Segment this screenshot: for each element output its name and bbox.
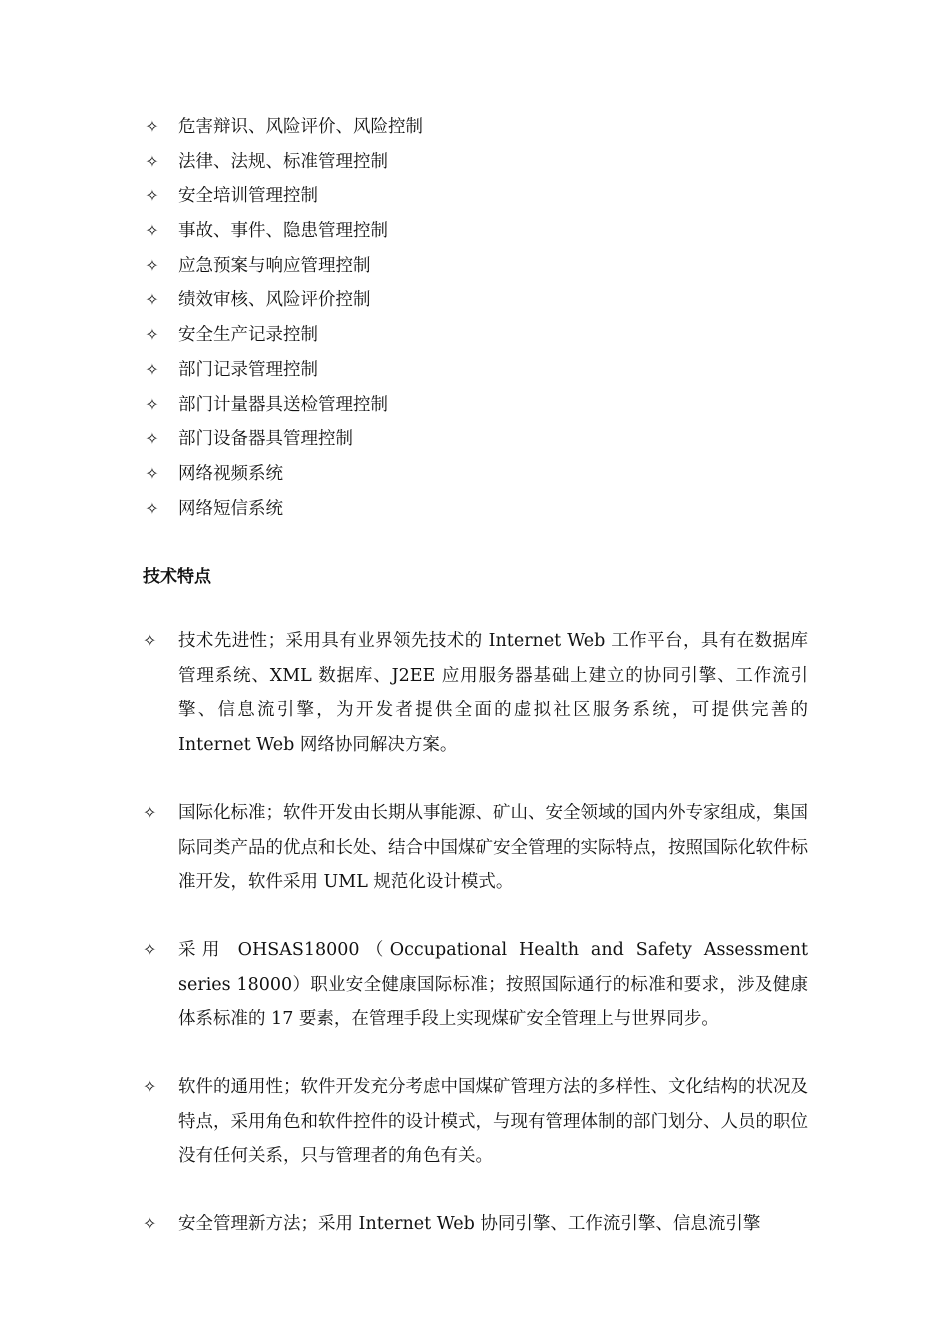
list-item	[143, 214, 823, 249]
function-list	[143, 110, 823, 526]
list-item-text: 安全生产记录控制	[178, 325, 318, 346]
feature-text: 安全管理新方法；采用 Internet Web 协同引擎、工作流引擎、信息流引擎	[178, 1214, 761, 1235]
section-heading: 技术特点	[143, 567, 211, 587]
diamond-bullet-icon: ✧	[145, 221, 159, 241]
diamond-bullet-icon: ✧	[145, 359, 159, 379]
list-item	[143, 422, 823, 457]
feature-list	[143, 624, 823, 1275]
diamond-bullet-icon: ✧	[145, 117, 159, 136]
feature-item	[143, 1207, 808, 1242]
feature-text: 国际化标准；软件开发由长期从事能源、矿山、安全领域的国内外专家组成，集国际同类产品的优点和长处、结合中国煤矿安全管理的实际特点，按照国际化软件标准开发，软件采用 UML 规范化设计模式。	[178, 802, 808, 893]
feature-item	[143, 796, 808, 900]
list-item	[143, 492, 823, 527]
diamond-bullet-icon: ✧	[145, 325, 159, 345]
list-item	[143, 283, 823, 318]
list-item-text: 网络短信系统	[178, 498, 283, 519]
list-item	[143, 249, 823, 284]
diamond-bullet-icon: ✧	[145, 255, 159, 275]
list-item	[143, 145, 823, 180]
list-item-text: 部门计量器具送检管理控制	[178, 394, 388, 415]
diamond-bullet-icon: ✧	[143, 1077, 157, 1097]
list-item-text: 部门设备器具管理控制	[178, 429, 353, 450]
feature-item	[143, 1070, 808, 1174]
diamond-bullet-icon: ✧	[145, 151, 159, 171]
diamond-bullet-icon: ✧	[143, 631, 157, 650]
list-item	[143, 179, 823, 214]
list-item-text: 网络视频系统	[178, 463, 283, 484]
list-item	[143, 110, 823, 145]
feature-text: 采用 OHSAS18000（Occupational Health and Safety Assessment series 18000）职业安全健康国际标准；按照国际通行的标准和要求，涉及健康体系标准的 17 要素，在管理手段上实现煤矿安全管理上与世界同步。	[178, 939, 808, 1030]
diamond-bullet-icon: ✧	[145, 498, 159, 518]
list-item-text: 安全培训管理控制	[178, 186, 318, 207]
list-item	[143, 318, 823, 353]
diamond-bullet-icon: ✧	[145, 429, 159, 449]
diamond-bullet-icon: ✧	[145, 394, 159, 414]
list-item-text: 法律、法规、标准管理控制	[178, 151, 388, 172]
diamond-bullet-icon: ✧	[145, 186, 159, 206]
list-item-text: 事故、事件、隐患管理控制	[178, 221, 388, 242]
list-item-text: 危害辩识、风险评价、风险控制	[178, 117, 423, 137]
list-item	[143, 388, 823, 423]
list-item-text: 绩效审核、风险评价控制	[178, 290, 371, 311]
list-item-text: 应急预案与响应管理控制	[178, 255, 371, 276]
feature-item	[143, 624, 808, 763]
diamond-bullet-icon: ✧	[145, 290, 159, 310]
list-item	[143, 353, 823, 388]
diamond-bullet-icon: ✧	[145, 463, 159, 483]
feature-item	[143, 933, 808, 1037]
list-item	[143, 457, 823, 492]
feature-text: 技术先进性；采用具有业界领先技术的 Internet Web 工作平台，具有在数据库管理系统、XML 数据库、J2EE 应用服务器基础上建立的协同引擎、工作流引擎、信息流引擎，为开发者提供全面的虚拟社区服务系统，可提供完善的 Internet Web 网络协同解决方案。	[178, 631, 808, 756]
diamond-bullet-icon: ✧	[143, 939, 157, 959]
feature-text: 软件的通用性；软件开发充分考虑中国煤矿管理方法的多样性、文化结构的状况及特点，采用角色和软件控件的设计模式，与现有管理体制的部门划分、人员的职位没有任何关系，只与管理者的角色有关。	[178, 1077, 808, 1167]
list-item-text: 部门记录管理控制	[178, 359, 318, 380]
diamond-bullet-icon: ✧	[143, 1214, 157, 1234]
diamond-bullet-icon: ✧	[143, 802, 157, 822]
